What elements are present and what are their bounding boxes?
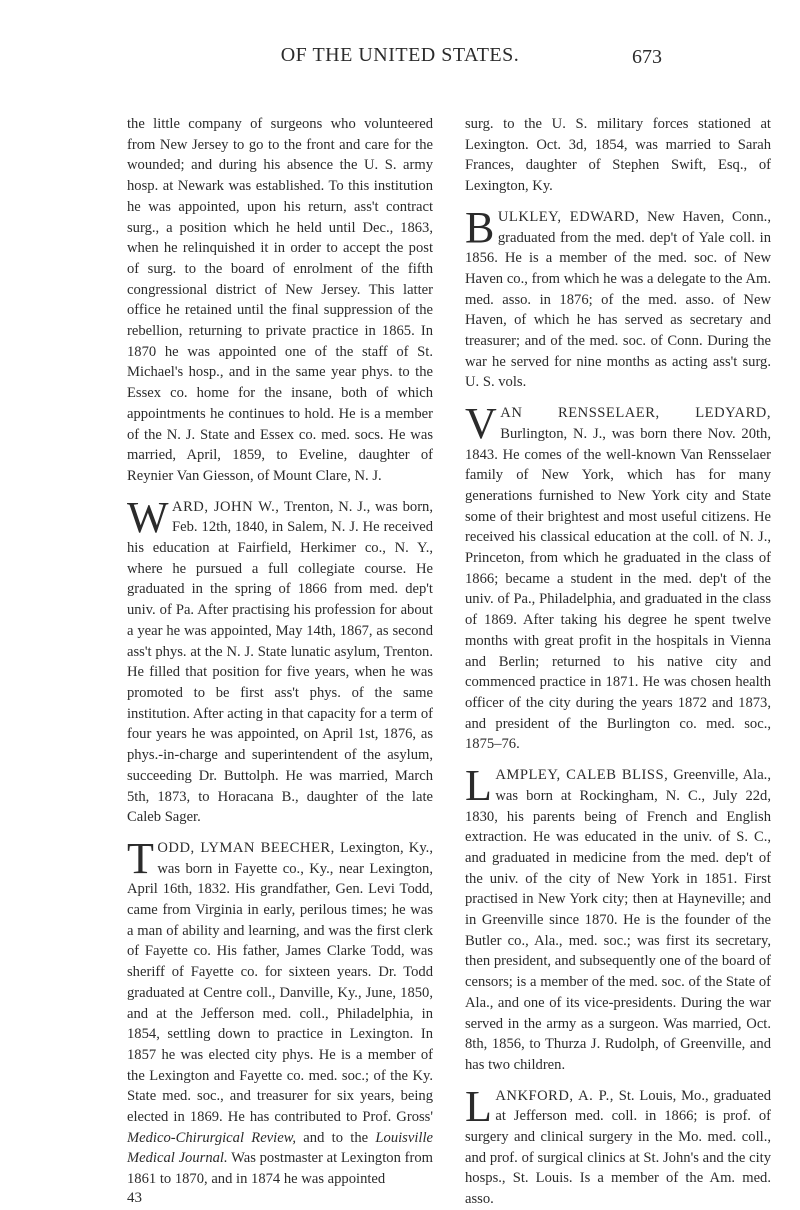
entry-body: Lexington, Ky., was born in Fayette co., Ky., near Lexington, April 16th, 1832. His grandfather, Gen. Levi Todd, came from Virginia in early, perilous times; he was a man of ability and learning, and was the first clerk of Fayette co. His father, James Clarke Todd, was sheriff of Fayette co. for sixteen years. Dr. Todd graduated at Centre coll., Danville, Ky., June, 1850, and at the Jefferson med. coll., Philadelphia, in 1854, settling down to practice in Lexington. In 1857 he was elected city phys. He is a member of the Lexington and Fayette co. med. soc.; of the Ky. State med. soc., and treasurer for six years, being elected in 1869. He has contributed to Prof. Gross': [127, 839, 433, 1126]
entry-van-rensselaer: [465, 399, 771, 755]
entry-body: New Haven, Conn., graduated from the med. dep't of Yale coll. in 1856. He is a member of the med. soc. of New Haven co., from which he was a delegate to the Am. med. asso. in 1876; of the med. asso. of New Haven, of which he has served as secretary and treasurer; and of the med. soc. of Conn. During the war he served for nine months as acting ass't surg. U. S. vols.: [465, 208, 771, 391]
journal-title: Medico-Chirurgical Review,: [127, 1129, 296, 1146]
entry-body: Greenville, Ala., was born at Rockingham, N. C., July 22d, 1830, his parents being of French and English extraction. He was educated in the univ. of S. C., and graduated in medicine from the med. dep't of the univ. of the city of New York in 1851. First practised in New York city; then at Hayneville; and in Greenville since 1870. He is the founder of the Butler co., Ala., med. soc.; was first its secretary, then president, and subsequently one of the board of censors; is a member of the med. soc. of the State of Ala., and one of its vice-presidents. During the war served in the army as a surgeon. Was married, Oct. 8th, 1856, to Thurza J. Rudolph, of Greenville, and has two children.: [465, 767, 771, 1073]
entry-name: LAMPLEY, CALEB BLISS,: [465, 761, 669, 811]
entry-ward: [127, 492, 433, 828]
entry-body: Burlington, N. J., was born there Nov. 20th, 1843. He comes of the well-known Van Rensselaer family of New York, which has for many generations furnished to New York city and State some of their brightest and most useful citizens. He received his classical education at the coll. of N. J., Princeton, from which he graduated in the class of 1866; became a student in the med. dep't of the univ. of Pa., Philadelphia, and graduated in the class of 1869. After taking his degree he spent twelve months with great profit in the hospitals in Vienna and Berlin; returned to his native city and commenced practice in 1871. He was chosen health officer of the city during the years 1872 and 1873, and president of the Burlington co. med. soc., 1875–76.: [465, 425, 771, 753]
page-number: 673: [632, 46, 662, 68]
entry-body: St. Louis, Mo., graduated at Jefferson med. coll. in 1866; is prof. of surgery and clinical surgery in the Mo. med. coll., and prof. of surgical clinics at St. John's and the city hosps., St. Louis. Is a member of the Am. med. asso.: [465, 1087, 771, 1208]
continued-paragraph: the little company of surgeons who volunteered from New Jersey to go to the front and care for the wounded; and during his absence the U. S. army hosp. at Newark was established. To this institution he was appointed, upon his return, ass't contract surg., a position which he held until Dec., 1863, when he relinquished it in order to accept the post of surg. to the board of enrolment of the fifth congressional district of New Jersey. This latter office he retained until the final suppression of the rebellion, returning to private practice in 1865. In 1870 he was appointed one of the staff of St. Michael's hosp., and in the same year phys. to the Essex co. home for the insane, both of which appointments he continues to hold. He is a member of the N. J. State and Essex co. med. socs. He was married, April, 1859, to Eveline, daughter of Reynier Van Giesson, of Mount Clare, N. J.: [127, 116, 433, 484]
entry-name: VAN RENSSELAER, LEDYARD,: [465, 399, 771, 449]
continued-paragraph: surg. to the U. S. military forces stationed at Lexington. Oct. 3d, 1854, was married to Sarah Frances, daughter of Stephen Swift, Esq., of Lexington, Ky.: [465, 116, 771, 195]
entry-name: LANKFORD, A. P.,: [465, 1081, 614, 1131]
entry-bulkley: [465, 202, 771, 393]
entry-lampley: [465, 761, 771, 1076]
entry-body: Was postmaster at Lexington from 1861 to 1870, and in 1874 he was appointed: [127, 1150, 433, 1188]
left-column: [127, 114, 433, 1190]
entry-body: Trenton, N. J., was born, Feb. 12th, 1840, in Salem, N. J. He received his education at Fairfield, Herkimer co., N. Y., where he pursued a full collegiate course. He graduated in the spring of 1866 from med. dep't univ. of Pa. After practising his profession for about a year he was appointed, May 14th, 1867, as second ass't phys. at the N. J. State lunatic asylum, Trenton. He filled that position for five years, when he was promoted to be first ass't phys. of the same institution. After acting in that capacity for a term of four years he was appointed, on April 1st, 1876, as phys.-in-charge and superintendent of the asylum, succeeding Dr. Buttolph. He was married, March 5th, 1873, to Horacana B., daughter of the late Caleb Sager.: [127, 498, 433, 826]
right-column: [465, 114, 771, 1210]
entry-name: TODD, LYMAN BEECHER,: [127, 833, 335, 883]
entry-name: BULKLEY, EDWARD,: [465, 202, 640, 252]
signature-mark: 43: [127, 1190, 142, 1206]
entry-body: and to the: [296, 1129, 376, 1146]
running-head: OF THE UNITED STATES.: [280, 44, 520, 66]
entry-name: WARD, JOHN W.,: [127, 492, 280, 542]
journal-title: Louisville Medical Journal.: [127, 1129, 433, 1167]
page-header: [0, 44, 800, 84]
entry-todd: [127, 833, 433, 1190]
entry-lankford: [465, 1081, 771, 1210]
